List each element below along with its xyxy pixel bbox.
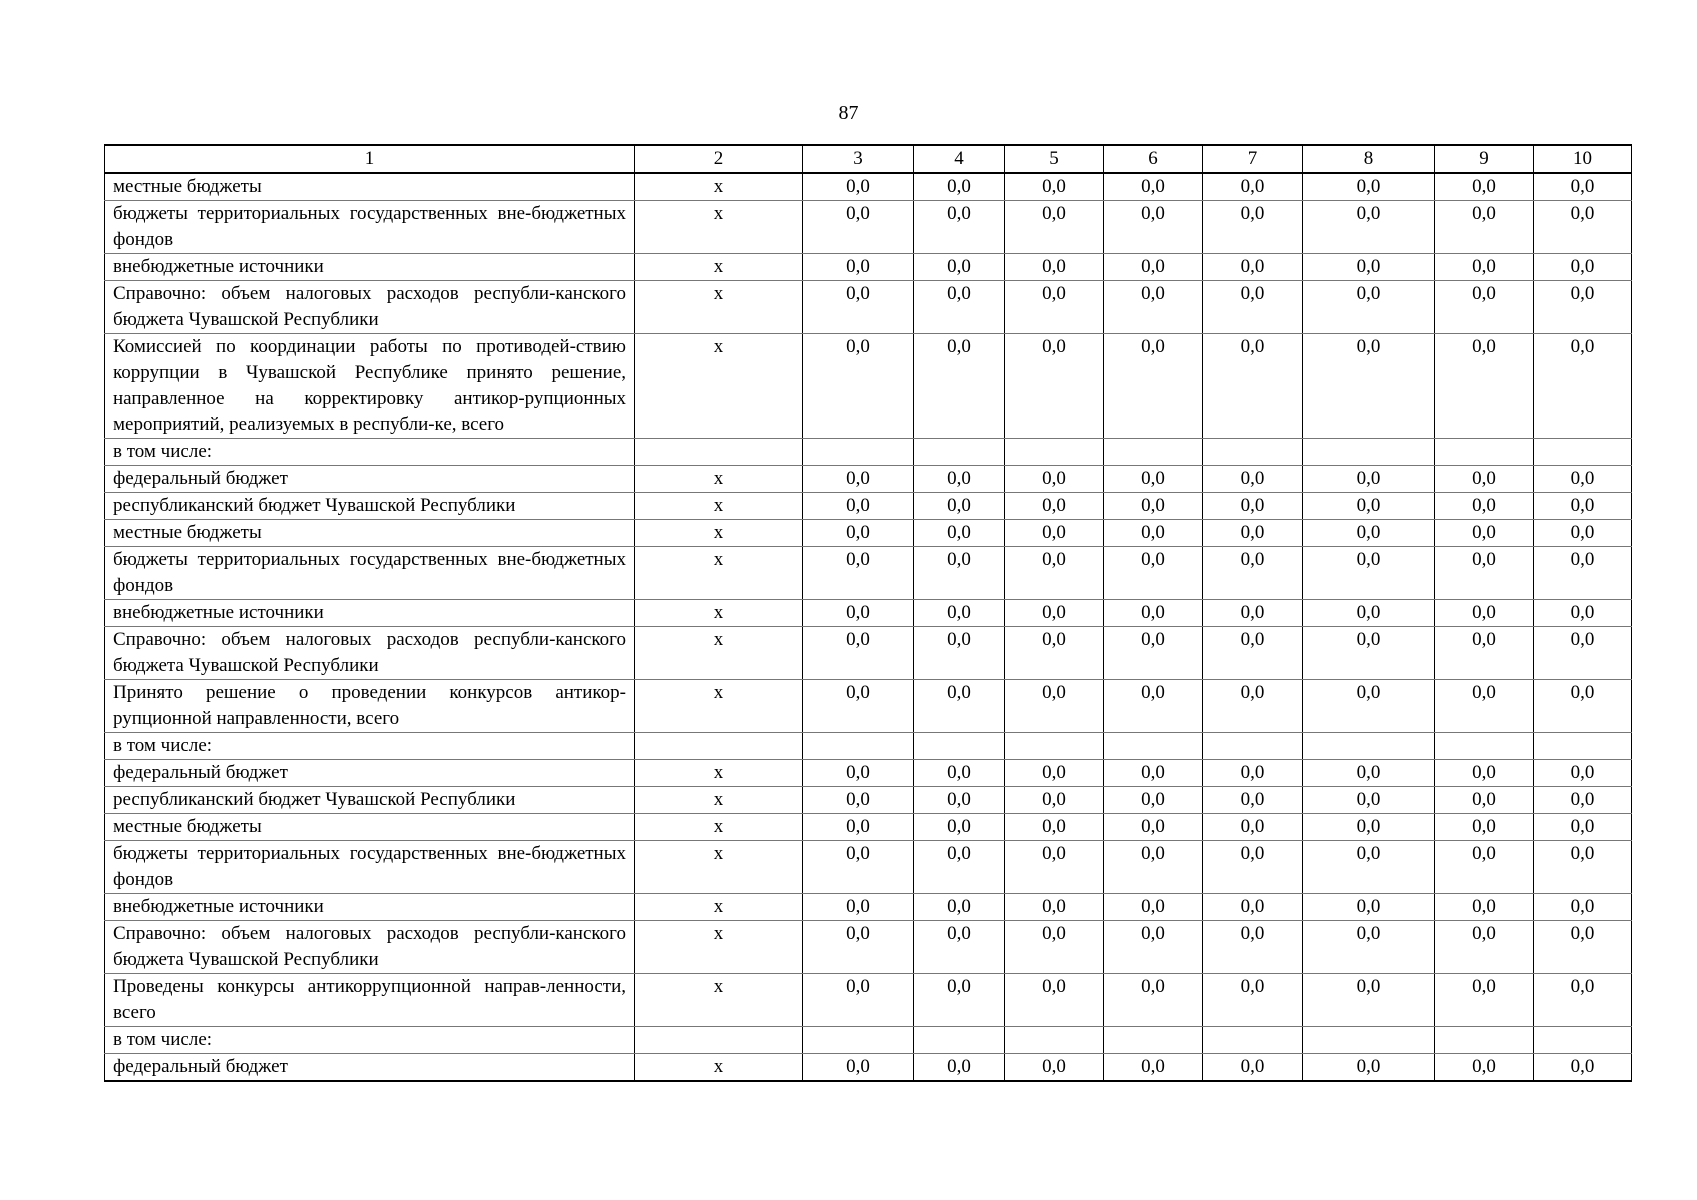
value-cell: 0,0	[1005, 894, 1104, 921]
value-cell: 0,0	[914, 680, 1005, 733]
table-row	[105, 760, 1632, 787]
value-cell: 0,0	[914, 1054, 1005, 1082]
row-label: в том числе:	[105, 1027, 635, 1054]
row-label: местные бюджеты	[105, 520, 635, 547]
value-cell: 0,0	[803, 547, 914, 600]
value-cell: 0,0	[1435, 547, 1534, 600]
table-row	[105, 201, 1632, 254]
value-cell: 0,0	[803, 814, 914, 841]
value-cell: 0,0	[914, 281, 1005, 334]
value-cell: 0,0	[1435, 201, 1534, 254]
value-cell	[1303, 733, 1435, 760]
value-cell: 0,0	[803, 493, 914, 520]
value-cell: 0,0	[1005, 760, 1104, 787]
value-cell: 0,0	[914, 841, 1005, 894]
value-cell	[1005, 733, 1104, 760]
value-cell	[1435, 733, 1534, 760]
value-cell: 0,0	[1005, 974, 1104, 1027]
row-label: Проведены конкурсы антикоррупционной направ-ленности, всего	[105, 974, 635, 1027]
table-row	[105, 841, 1632, 894]
value-cell: 0,0	[1203, 493, 1303, 520]
value-cell: 0,0	[1534, 547, 1632, 600]
value-cell: 0,0	[1203, 466, 1303, 493]
value-cell	[1435, 1027, 1534, 1054]
value-cell: 0,0	[914, 894, 1005, 921]
row-label: Справочно: объем налоговых расходов республи-канского бюджета Чувашской Республики	[105, 281, 635, 334]
value-cell: 0,0	[803, 787, 914, 814]
column-header: 8	[1303, 145, 1435, 173]
value-cell: 0,0	[1435, 894, 1534, 921]
value-cell	[1534, 439, 1632, 466]
value-cell: 0,0	[1203, 627, 1303, 680]
header-row	[105, 145, 1632, 173]
value-cell: 0,0	[1435, 281, 1534, 334]
row-marker: x	[635, 281, 803, 334]
value-cell: 0,0	[1203, 201, 1303, 254]
value-cell: 0,0	[1435, 600, 1534, 627]
value-cell: 0,0	[1303, 173, 1435, 201]
value-cell	[1203, 439, 1303, 466]
value-cell: 0,0	[914, 173, 1005, 201]
value-cell: 0,0	[1534, 841, 1632, 894]
value-cell: 0,0	[1005, 201, 1104, 254]
row-label: внебюджетные источники	[105, 894, 635, 921]
row-marker: x	[635, 974, 803, 1027]
value-cell: 0,0	[1203, 334, 1303, 439]
value-cell: 0,0	[1005, 921, 1104, 974]
value-cell	[1005, 1027, 1104, 1054]
value-cell: 0,0	[1303, 680, 1435, 733]
row-label: бюджеты территориальных государственных вне-бюджетных фондов	[105, 841, 635, 894]
row-marker: x	[635, 680, 803, 733]
value-cell: 0,0	[1104, 600, 1203, 627]
column-header: 7	[1203, 145, 1303, 173]
row-marker	[635, 1027, 803, 1054]
value-cell: 0,0	[1104, 466, 1203, 493]
row-label: бюджеты территориальных государственных вне-бюджетных фондов	[105, 547, 635, 600]
value-cell: 0,0	[914, 600, 1005, 627]
value-cell: 0,0	[914, 254, 1005, 281]
column-header: 5	[1005, 145, 1104, 173]
value-cell: 0,0	[1203, 281, 1303, 334]
value-cell: 0,0	[803, 680, 914, 733]
value-cell: 0,0	[803, 841, 914, 894]
value-cell: 0,0	[1203, 974, 1303, 1027]
value-cell: 0,0	[1435, 493, 1534, 520]
table-row	[105, 1027, 1632, 1054]
value-cell: 0,0	[803, 254, 914, 281]
value-cell: 0,0	[1534, 281, 1632, 334]
table-row	[105, 1054, 1632, 1082]
value-cell: 0,0	[1303, 281, 1435, 334]
value-cell: 0,0	[1203, 760, 1303, 787]
value-cell: 0,0	[1534, 600, 1632, 627]
value-cell: 0,0	[1303, 520, 1435, 547]
value-cell: 0,0	[1005, 841, 1104, 894]
value-cell: 0,0	[1203, 1054, 1303, 1082]
value-cell: 0,0	[1435, 466, 1534, 493]
value-cell	[803, 439, 914, 466]
value-cell: 0,0	[1104, 547, 1203, 600]
value-cell: 0,0	[1203, 787, 1303, 814]
value-cell: 0,0	[1303, 493, 1435, 520]
column-header: 3	[803, 145, 914, 173]
value-cell: 0,0	[1303, 921, 1435, 974]
value-cell: 0,0	[1303, 254, 1435, 281]
value-cell: 0,0	[914, 520, 1005, 547]
value-cell	[1435, 439, 1534, 466]
row-marker: x	[635, 254, 803, 281]
value-cell: 0,0	[1435, 814, 1534, 841]
value-cell: 0,0	[803, 921, 914, 974]
value-cell: 0,0	[1104, 841, 1203, 894]
value-cell: 0,0	[1435, 760, 1534, 787]
row-marker: x	[635, 600, 803, 627]
table-row	[105, 627, 1632, 680]
value-cell: 0,0	[1534, 334, 1632, 439]
value-cell: 0,0	[1534, 627, 1632, 680]
column-header: 2	[635, 145, 803, 173]
value-cell: 0,0	[1534, 1054, 1632, 1082]
value-cell: 0,0	[1005, 547, 1104, 600]
row-marker: x	[635, 814, 803, 841]
row-label: внебюджетные источники	[105, 600, 635, 627]
value-cell: 0,0	[1005, 466, 1104, 493]
row-marker: x	[635, 173, 803, 201]
value-cell: 0,0	[1534, 894, 1632, 921]
row-label: федеральный бюджет	[105, 760, 635, 787]
value-cell: 0,0	[1534, 493, 1632, 520]
value-cell	[803, 1027, 914, 1054]
value-cell: 0,0	[1203, 547, 1303, 600]
value-cell: 0,0	[1435, 787, 1534, 814]
value-cell: 0,0	[1104, 173, 1203, 201]
value-cell: 0,0	[914, 334, 1005, 439]
row-marker: x	[635, 493, 803, 520]
value-cell: 0,0	[1435, 254, 1534, 281]
value-cell: 0,0	[1435, 520, 1534, 547]
budget-table	[104, 144, 1632, 1082]
value-cell: 0,0	[914, 547, 1005, 600]
row-marker	[635, 733, 803, 760]
value-cell: 0,0	[1303, 334, 1435, 439]
row-marker: x	[635, 921, 803, 974]
row-marker: x	[635, 627, 803, 680]
value-cell: 0,0	[803, 894, 914, 921]
value-cell: 0,0	[1203, 254, 1303, 281]
row-label: Справочно: объем налоговых расходов республи-канского бюджета Чувашской Республики	[105, 627, 635, 680]
table-row	[105, 680, 1632, 733]
value-cell: 0,0	[1303, 466, 1435, 493]
value-cell: 0,0	[1104, 921, 1203, 974]
table-row	[105, 254, 1632, 281]
value-cell: 0,0	[1435, 173, 1534, 201]
row-marker	[635, 439, 803, 466]
row-label: в том числе:	[105, 439, 635, 466]
value-cell: 0,0	[1534, 787, 1632, 814]
table-row	[105, 894, 1632, 921]
value-cell: 0,0	[1203, 520, 1303, 547]
value-cell: 0,0	[1303, 547, 1435, 600]
table-row	[105, 600, 1632, 627]
row-marker: x	[635, 334, 803, 439]
value-cell	[1303, 1027, 1435, 1054]
value-cell: 0,0	[1203, 173, 1303, 201]
row-label: внебюджетные источники	[105, 254, 635, 281]
value-cell: 0,0	[803, 760, 914, 787]
value-cell: 0,0	[1203, 814, 1303, 841]
value-cell: 0,0	[1005, 334, 1104, 439]
value-cell: 0,0	[1005, 1054, 1104, 1082]
table-row	[105, 334, 1632, 439]
row-label: местные бюджеты	[105, 814, 635, 841]
column-header: 10	[1534, 145, 1632, 173]
row-label: федеральный бюджет	[105, 466, 635, 493]
value-cell	[1303, 439, 1435, 466]
table-row	[105, 466, 1632, 493]
row-label: местные бюджеты	[105, 173, 635, 201]
row-label: бюджеты территориальных государственных вне-бюджетных фондов	[105, 201, 635, 254]
value-cell: 0,0	[1534, 814, 1632, 841]
value-cell: 0,0	[1005, 680, 1104, 733]
value-cell: 0,0	[1303, 787, 1435, 814]
table-row	[105, 439, 1632, 466]
table-row	[105, 974, 1632, 1027]
row-label: Комиссией по координации работы по противодей-ствию коррупции в Чувашской Республике принято решение, направленное на корректировку антикор-рупционных мероприятий, реализуемых в республи-ке, всего	[105, 334, 635, 439]
value-cell	[803, 733, 914, 760]
row-marker: x	[635, 841, 803, 894]
value-cell: 0,0	[1005, 787, 1104, 814]
value-cell: 0,0	[1104, 281, 1203, 334]
value-cell: 0,0	[914, 814, 1005, 841]
value-cell: 0,0	[1435, 680, 1534, 733]
value-cell: 0,0	[1005, 493, 1104, 520]
value-cell: 0,0	[914, 760, 1005, 787]
value-cell: 0,0	[1203, 894, 1303, 921]
value-cell: 0,0	[1104, 254, 1203, 281]
value-cell: 0,0	[1303, 894, 1435, 921]
value-cell: 0,0	[1303, 201, 1435, 254]
value-cell: 0,0	[803, 974, 914, 1027]
value-cell: 0,0	[1005, 281, 1104, 334]
row-label: в том числе:	[105, 733, 635, 760]
value-cell: 0,0	[1435, 334, 1534, 439]
value-cell: 0,0	[1534, 974, 1632, 1027]
value-cell: 0,0	[1104, 787, 1203, 814]
value-cell: 0,0	[1104, 814, 1203, 841]
value-cell: 0,0	[914, 974, 1005, 1027]
value-cell	[1534, 733, 1632, 760]
value-cell: 0,0	[914, 921, 1005, 974]
value-cell	[914, 439, 1005, 466]
value-cell: 0,0	[1104, 1054, 1203, 1082]
column-header: 6	[1104, 145, 1203, 173]
value-cell: 0,0	[1303, 841, 1435, 894]
value-cell: 0,0	[1104, 974, 1203, 1027]
value-cell: 0,0	[1104, 760, 1203, 787]
value-cell	[1534, 1027, 1632, 1054]
value-cell: 0,0	[803, 281, 914, 334]
table-row	[105, 173, 1632, 201]
value-cell: 0,0	[1104, 493, 1203, 520]
row-marker: x	[635, 466, 803, 493]
value-cell: 0,0	[1534, 680, 1632, 733]
value-cell	[1104, 1027, 1203, 1054]
row-marker: x	[635, 894, 803, 921]
table-row	[105, 281, 1632, 334]
value-cell: 0,0	[1534, 466, 1632, 493]
value-cell: 0,0	[803, 466, 914, 493]
column-header: 1	[105, 145, 635, 173]
value-cell	[1203, 733, 1303, 760]
table-row	[105, 814, 1632, 841]
value-cell: 0,0	[1534, 760, 1632, 787]
value-cell: 0,0	[803, 173, 914, 201]
value-cell: 0,0	[1005, 520, 1104, 547]
value-cell: 0,0	[1005, 254, 1104, 281]
table-body	[105, 145, 1632, 1081]
value-cell: 0,0	[803, 334, 914, 439]
row-label: Принято решение о проведении конкурсов антикор-рупционной направленности, всего	[105, 680, 635, 733]
table-row	[105, 520, 1632, 547]
value-cell: 0,0	[1435, 921, 1534, 974]
value-cell: 0,0	[803, 1054, 914, 1082]
value-cell: 0,0	[1303, 974, 1435, 1027]
value-cell: 0,0	[914, 627, 1005, 680]
value-cell: 0,0	[1104, 894, 1203, 921]
value-cell: 0,0	[1534, 201, 1632, 254]
value-cell: 0,0	[1303, 600, 1435, 627]
row-label: республиканский бюджет Чувашской Республики	[105, 787, 635, 814]
value-cell	[1005, 439, 1104, 466]
value-cell: 0,0	[1303, 760, 1435, 787]
value-cell: 0,0	[914, 787, 1005, 814]
value-cell: 0,0	[1203, 921, 1303, 974]
value-cell: 0,0	[914, 493, 1005, 520]
page-number: 87	[838, 102, 859, 124]
value-cell: 0,0	[1005, 173, 1104, 201]
row-marker: x	[635, 547, 803, 600]
row-marker: x	[635, 1054, 803, 1082]
row-label: Справочно: объем налоговых расходов республи-канского бюджета Чувашской Республики	[105, 921, 635, 974]
value-cell	[914, 733, 1005, 760]
value-cell: 0,0	[1303, 1054, 1435, 1082]
value-cell: 0,0	[1435, 974, 1534, 1027]
value-cell: 0,0	[1104, 334, 1203, 439]
value-cell: 0,0	[1534, 520, 1632, 547]
row-marker: x	[635, 760, 803, 787]
value-cell: 0,0	[1203, 680, 1303, 733]
value-cell: 0,0	[1005, 814, 1104, 841]
value-cell	[1104, 439, 1203, 466]
value-cell: 0,0	[1104, 520, 1203, 547]
value-cell: 0,0	[803, 520, 914, 547]
value-cell: 0,0	[914, 201, 1005, 254]
value-cell: 0,0	[1534, 254, 1632, 281]
table-row	[105, 787, 1632, 814]
row-label: республиканский бюджет Чувашской Республики	[105, 493, 635, 520]
value-cell: 0,0	[803, 600, 914, 627]
value-cell: 0,0	[914, 466, 1005, 493]
column-header: 9	[1435, 145, 1534, 173]
value-cell: 0,0	[1435, 841, 1534, 894]
value-cell: 0,0	[1005, 600, 1104, 627]
table-row	[105, 733, 1632, 760]
value-cell: 0,0	[1104, 680, 1203, 733]
value-cell: 0,0	[1104, 201, 1203, 254]
value-cell	[1203, 1027, 1303, 1054]
value-cell: 0,0	[1005, 627, 1104, 680]
value-cell: 0,0	[1534, 173, 1632, 201]
value-cell: 0,0	[1203, 600, 1303, 627]
table-row	[105, 547, 1632, 600]
value-cell: 0,0	[1435, 1054, 1534, 1082]
row-marker: x	[635, 520, 803, 547]
row-label: федеральный бюджет	[105, 1054, 635, 1082]
column-header: 4	[914, 145, 1005, 173]
value-cell: 0,0	[1104, 627, 1203, 680]
value-cell: 0,0	[1203, 841, 1303, 894]
table-row	[105, 493, 1632, 520]
value-cell: 0,0	[1303, 814, 1435, 841]
value-cell: 0,0	[1435, 627, 1534, 680]
value-cell	[914, 1027, 1005, 1054]
value-cell: 0,0	[803, 627, 914, 680]
value-cell: 0,0	[1534, 921, 1632, 974]
row-marker: x	[635, 787, 803, 814]
value-cell: 0,0	[1303, 627, 1435, 680]
table-row	[105, 921, 1632, 974]
value-cell	[1104, 733, 1203, 760]
value-cell: 0,0	[803, 201, 914, 254]
row-marker: x	[635, 201, 803, 254]
